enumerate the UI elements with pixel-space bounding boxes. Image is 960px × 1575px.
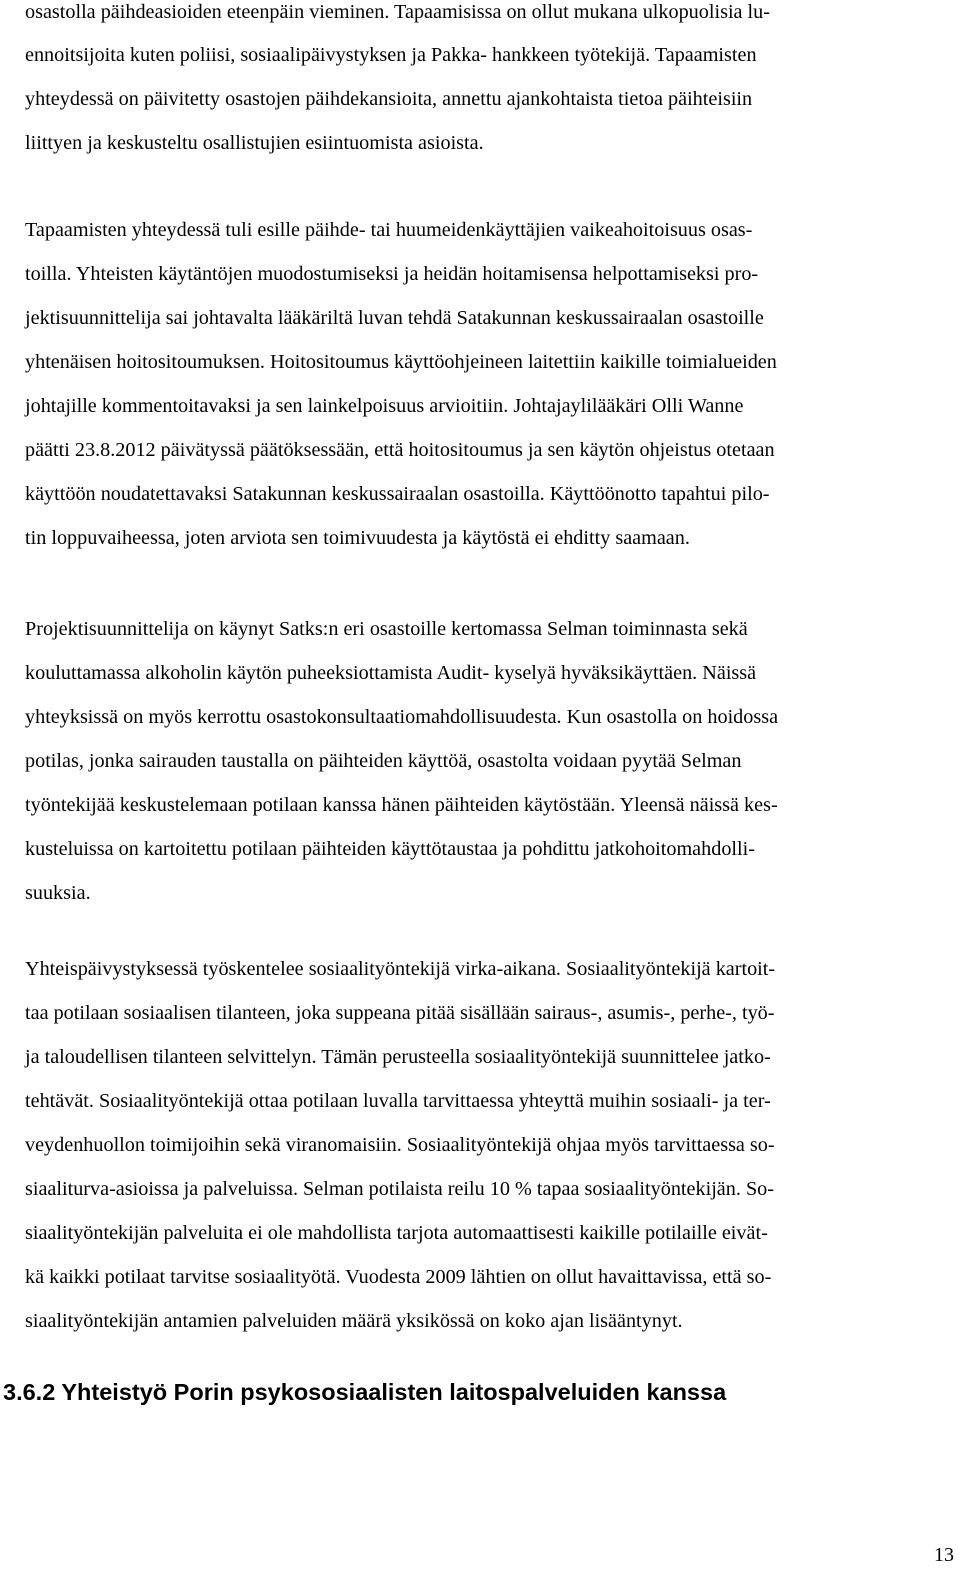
text-line: liittyen ja keskusteltu osallistujien esiintuomista asioista. xyxy=(25,132,484,154)
page-number: 13 xyxy=(934,1544,954,1566)
text-line: tin loppuvaiheessa, joten arviota sen toimivuudesta ja käytöstä ei ehditty saamaan. xyxy=(25,527,690,549)
text-line: siaalityöntekijän palveluita ei ole mahdollista tarjota automaattisesti kaikille potilaille eivät- xyxy=(25,1222,768,1244)
text-line: jektisuunnittelija sai johtavalta lääkäriltä luvan tehdä Satakunnan keskussairaalan osastoille xyxy=(25,307,764,329)
text-line: suuksia. xyxy=(25,882,91,904)
text-line: päätti 23.8.2012 päivätyssä päätöksessään, että hoitositoumus ja sen käytön ohjeistus otetaan xyxy=(25,439,775,461)
text-line: tehtävät. Sosiaalityöntekijä ottaa potilaan luvalla tarvittaessa yhteyttä muihin sosiaali- ja ter- xyxy=(25,1090,771,1112)
text-line: ja taloudellisen tilanteen selvittelyn. Tämän perusteella sosiaalityöntekijä suunnittelee jatko- xyxy=(25,1046,771,1068)
text-line: taa potilaan sosiaalisen tilanteen, joka suppeana pitää sisällään sairaus-, asumis-, perhe-, työ- xyxy=(25,1002,775,1024)
text-line: yhtenäisen hoitositoumuksen. Hoitositoumus käyttöohjeineen laitettiin kaikille toimialueiden xyxy=(25,351,777,373)
text-line: kä kaikki potilaat tarvitse sosiaalityötä. Vuodesta 2009 lähtien on ollut havaittavissa, että so- xyxy=(25,1266,772,1288)
text-line: Projektisuunnittelija on käynyt Satks:n eri osastoille kertomassa Selman toiminnasta sekä xyxy=(25,618,748,640)
text-line: veydenhuollon toimijoihin sekä viranomaisiin. Sosiaalityöntekijä ohjaa myös tarvittaessa so- xyxy=(25,1134,775,1156)
text-line: siaaliturva-asioissa ja palveluissa. Selman potilaista reilu 10 % tapaa sosiaalityöntekijän. So- xyxy=(25,1178,774,1200)
text-line: kusteluissa on kartoitettu potilaan päihteiden käyttötaustaa ja pohdittu jatkohoitomahdolli- xyxy=(25,838,755,860)
text-line: Yhteispäivystyksessä työskentelee sosiaalityöntekijä virka-aikana. Sosiaalityöntekijä kartoit- xyxy=(25,958,776,980)
text-line: ennoitsijoita kuten poliisi, sosiaalipäivystyksen ja Pakka- hankkeen työtekijä. Tapaamisten xyxy=(25,44,757,66)
text-line: osastolla päihdeasioiden eteenpäin vieminen. Tapaamisissa on ollut mukana ulkopuolisia lu- xyxy=(25,1,770,23)
text-line: toilla. Yhteisten käytäntöjen muodostumiseksi ja heidän hoitamisensa helpottamiseksi pro- xyxy=(25,263,759,285)
text-line: yhteyksissä on myös kerrottu osastokonsultaatiomahdollisuudesta. Kun osastolla on hoidossa xyxy=(25,706,779,728)
text-line: työntekijää keskustelemaan potilaan kanssa hänen päihteiden käytöstään. Yleensä näissä kes- xyxy=(25,794,778,816)
text-line: Tapaamisten yhteydessä tuli esille päihde- tai huumeidenkäyttäjien vaikeahoitoisuus osas- xyxy=(25,219,753,241)
text-line: siaalityöntekijän antamien palveluiden määrä yksikössä on koko ajan lisääntynyt. xyxy=(25,1310,683,1332)
text-line: kouluttamassa alkoholin käytön puheeksiottamista Audit- kyselyä hyväksikäyttäen. Näissä xyxy=(25,662,757,684)
section-heading: 3.6.2 Yhteistyö Porin psykososiaalisten laitospalveluiden kanssa xyxy=(3,1379,727,1405)
text-line: potilas, jonka sairauden taustalla on päihteiden käyttöä, osastolta voidaan pyytää Selman xyxy=(25,750,742,772)
text-line: yhteydessä on päivitetty osastojen päihdekansioita, annettu ajankohtaista tietoa päihteisiin xyxy=(25,88,753,110)
text-line: käyttöön noudatettavaksi Satakunnan keskussairaalan osastoilla. Käyttöönotto tapahtui pilo- xyxy=(25,483,770,505)
text-line: johtajille kommentoitavaksi ja sen lainkelpoisuus arvioitiin. Johtajaylilääkäri Olli Wanne xyxy=(25,395,744,417)
